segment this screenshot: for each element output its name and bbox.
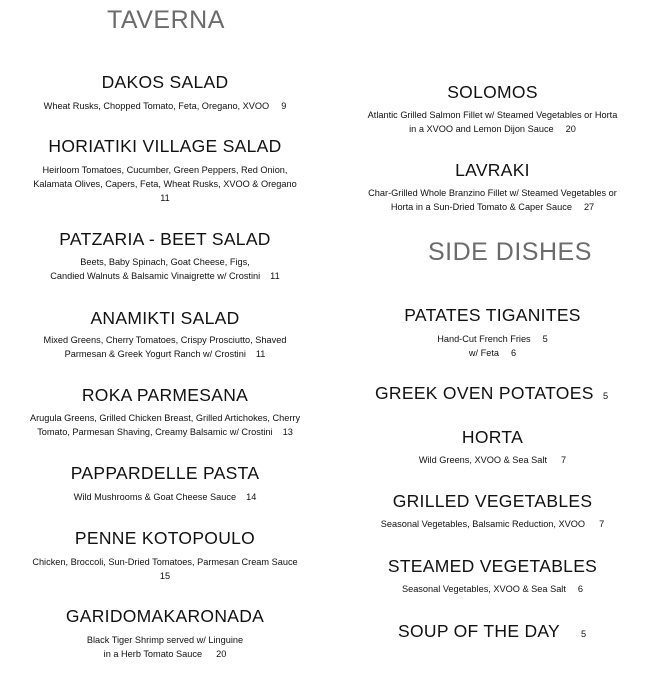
item-name: HORTA [461,427,524,447]
item-description: Black Tiger Shrimp served w/ Linguine in a Herb Tomato Sauce 20 [86,635,244,659]
item-name: GRILLED VEGETABLES [392,491,593,511]
item-price: 14 [246,492,257,502]
item-description: Arugula Greens, Grilled Chicken Breast, Grilled Artichokes, Cherry Tomato, Parmesan Shaving, Creamy Balsamic w/ Crostini 13 [29,413,301,437]
item-description: Char-Grilled Whole Branzino Fillet w/ Steamed Vegetables or Horta in a Sun-Dried Tomato & Caper Sauce 27 [368,188,617,212]
item-price: 13 [282,427,293,437]
item-description: Wild Greens, XVOO & Sea Salt 7 [418,455,567,465]
item-price: 11 [160,193,170,203]
item-price: 9 [281,101,287,111]
item-name: GARIDOMAKARONADA [65,606,265,626]
item-price: 7 [599,519,605,529]
item-description: Chicken, Broccoli, Sun-Dried Tomatoes, Parmesan Cream Sauce 15 [0,555,330,583]
section-title-taverna: TAVERNA [107,6,225,34]
item-description: Atlantic Grilled Salmon Fillet w/ Steamed Vegetables or Horta in a XVOO and Lemon Dijon Sauce 20 [367,110,618,134]
item-price: 7 [561,455,567,465]
section-title-side-dishes: SIDE DISHES [428,238,592,266]
item-price: 11 [255,349,266,359]
item-name: HORIATIKI VILLAGE SALAD [48,136,282,156]
item-name: PATATES TIGANITES [404,305,581,325]
item-name: DAKOS SALAD [101,72,229,92]
item-description: Hand-Cut French Fries 5 w/ Feta 6 [437,334,548,358]
item-name: SOUP OF THE DAY [398,621,561,641]
item-description: Heirloom Tomatoes, Cucumber, Green Peppers, Red Onion, Kalamata Olives, Capers, Feta, Wheat Rusks, XVOO & Oregano 11 [0,163,330,205]
item-name: PAPPARDELLE PASTA [70,463,260,483]
item-description: Mixed Greens, Cherry Tomatoes, Crispy Prosciutto, Shaved Parmesan & Greek Yogurt Ranch w/ Crostini 11 [43,335,287,359]
item-name: ROKA PARMESANA [81,385,249,405]
item-name: PENNE KOTOPOULO [74,528,256,548]
item-price: 27 [583,202,595,212]
item-name: STEAMED VEGETABLES [387,556,598,576]
item-name: LAVRAKI [455,160,530,180]
item-price: 5 [542,334,548,344]
item-price: 6 [511,348,517,358]
item-name: GREEK OVEN POTATOES [375,383,594,403]
item-price: 11 [270,271,280,281]
item-price: 20 [216,649,227,659]
item-price: 20 [565,124,576,134]
item-description: Seasonal Vegetables, Balsamic Reduction, XVOO 7 [380,519,605,529]
item-description: Wheat Rusks, Chopped Tomato, Feta, Oregano, XVOO 9 [43,101,287,111]
item-description: Seasonal Vegetables, XVOO & Sea Salt 6 [401,584,584,594]
item-name: SOLOMOS [447,82,538,102]
item-price: 15 [159,571,171,581]
item-description: Beets, Baby Spinach, Goat Cheese, Figs, Candied Walnuts & Balsamic Vinaigrette w/ Crostini 11 [50,257,280,281]
item-price: 5 [581,629,587,639]
item-description: Wild Mushrooms & Goat Cheese Sauce 14 [73,492,257,502]
item-price: 5 [603,391,609,401]
item-name: ANAMIKTI SALAD [90,308,240,328]
item-name: PATZARIA - BEET SALAD [59,229,271,249]
item-price: 6 [577,584,584,594]
